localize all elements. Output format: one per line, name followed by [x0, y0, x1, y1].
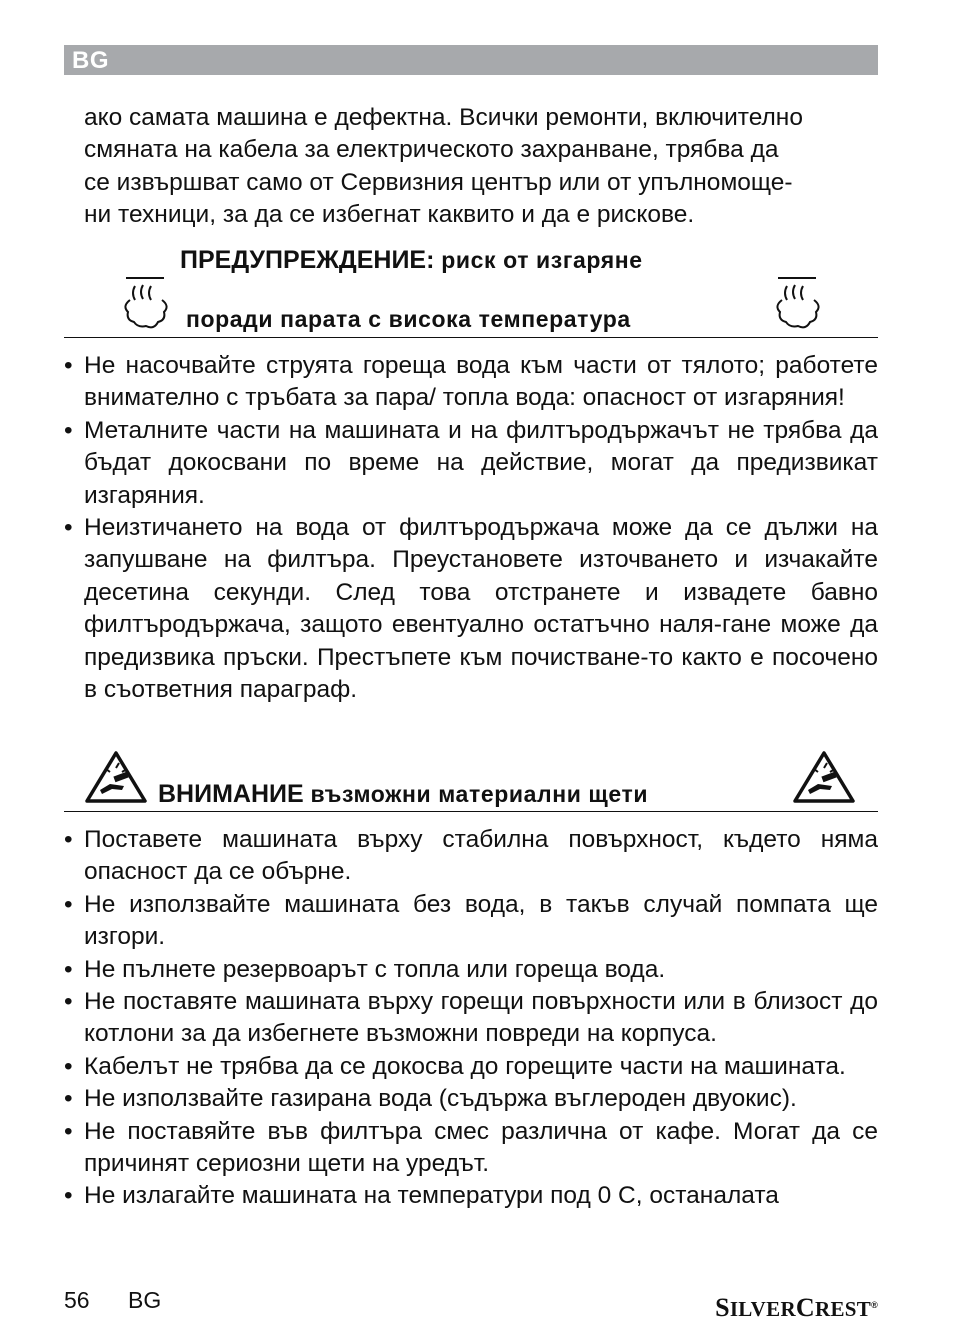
- warning-title-rest: риск от изгаряне: [441, 247, 643, 273]
- hand-crush-warning-icon: [792, 750, 856, 809]
- list-item: • Не насочвайте струята гореща вода към части от тялото; работете внимателно с тръбата за пара/ топла вода: опасност от изгаряния!: [64, 350, 878, 415]
- hot-steam-icon: [120, 276, 172, 337]
- hot-steam-icon: [772, 276, 824, 337]
- warning-title-line1: [180, 246, 643, 275]
- caution-title: [158, 780, 648, 809]
- list-item: • Не поставяте машината върху горещи повърхности или в близост до котлони за да избегнете възможни повреди на корпуса.: [64, 986, 878, 1051]
- intro-line: ни техници, за да се избегнат каквито и да е рискове.: [84, 201, 695, 229]
- list-item: • Не излагайте машината на температури под 0 С, останалата: [64, 1180, 878, 1212]
- intro-line: ако самата машина е дефектна. Всички ремонти, включително: [84, 104, 803, 131]
- footer-language-code: BG: [128, 1287, 162, 1313]
- page-number: 56: [64, 1287, 90, 1313]
- language-code: BG: [72, 47, 109, 74]
- list-item: • Кабелът не трябва да се докосва до горещите части на машината.: [64, 1051, 878, 1083]
- intro-paragraph: [84, 102, 878, 232]
- list-item: • Неизтичането на вода от филтъродържача може да се дължи на запушване на филтъра. Преустановете източването и изчакайте десетина секунди. След това отстранете и извадете бавно филтъродържача, защото евентуално остатъчно наля-гане може да предизвика пръски. Престъпете към почистване-то както е посочено в съответния параграф.: [64, 512, 878, 706]
- caution-heading: [64, 750, 878, 814]
- caution-list: [64, 824, 878, 1213]
- warning-list: [64, 350, 878, 706]
- list-item: • Не използвайте машината без вода, в такъв случай помпата ще изгори.: [64, 889, 878, 954]
- warning-heading: [64, 240, 878, 340]
- warning-divider: [64, 337, 878, 338]
- language-header-bar: [64, 45, 878, 75]
- warning-label: ПРЕДУПРЕЖДЕНИЕ:: [180, 246, 435, 274]
- list-item: • Поставете машината върху стабилна повърхност, където няма опасност да се обърне.: [64, 824, 878, 889]
- caution-title-rest: възможни материални щети: [310, 781, 649, 807]
- list-item: • Не поставяйте във филтъра смес различна от кафе. Могат да се причинят сериозни щети на уредът.: [64, 1116, 878, 1181]
- list-item: • Металните части на машината и на филтъродържачът не трябва да бъдат докосвани по време на действие, могат да предизвикат изгаряния.: [64, 415, 878, 512]
- intro-line: смяната на кабела за електрическото захранване, трябва да: [84, 136, 779, 164]
- warning-title-line2: поради парата с висока температура: [186, 306, 631, 332]
- caution-divider: [64, 811, 878, 812]
- hand-crush-warning-icon: [84, 750, 148, 809]
- intro-line: се извършват само от Сервизния център или от упълномоще-: [84, 168, 793, 196]
- brand-logo: SILVERCREST®: [715, 1293, 878, 1322]
- list-item: • Не пълнете резервоарът с топла или гореща вода.: [64, 954, 878, 986]
- caution-label: ВНИМАНИЕ: [158, 780, 304, 808]
- list-item: • Не използвайте газирана вода (съдържа въглероден двуокис).: [64, 1083, 878, 1115]
